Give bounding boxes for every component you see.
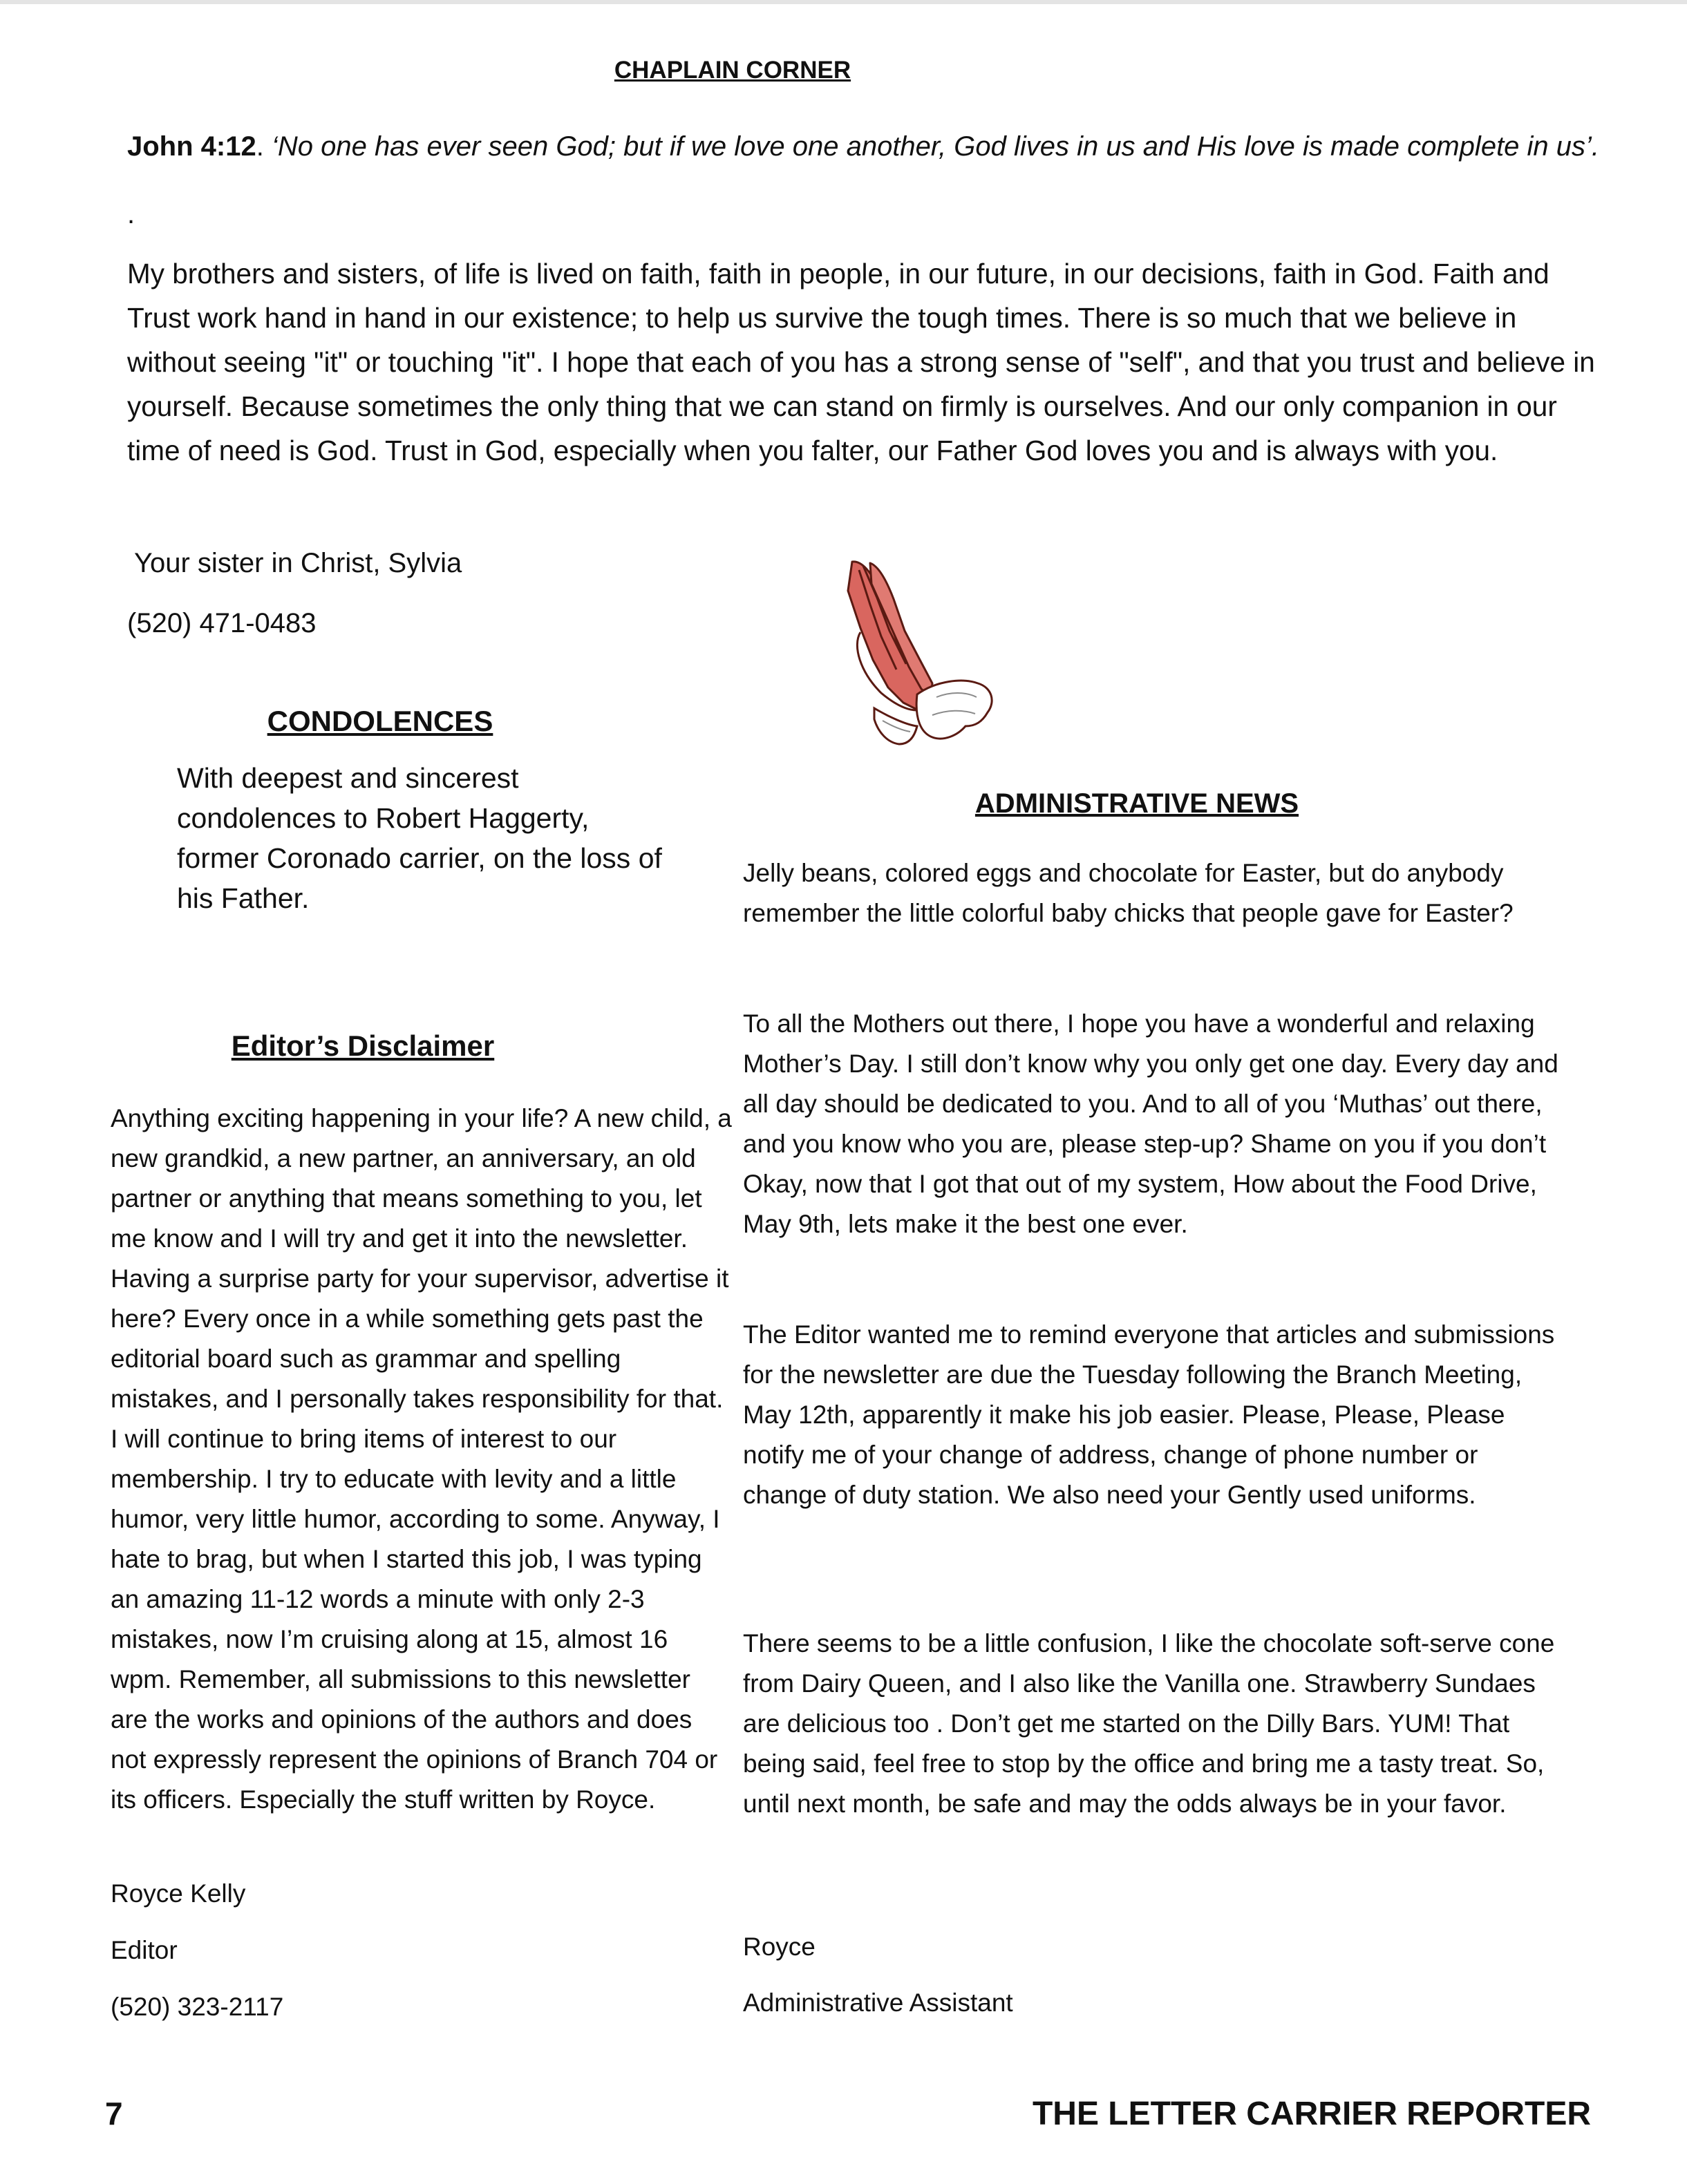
editors-disclaimer-body: Anything exciting happening in your life? A new child, a new grandkid, a new partner, an anniversary, an old partner or anything that means something to you, let me know and I will try and get it into the newsletter. Having a surprise party for your supervisor, advertise it here? Every once in a while something gets past the editorial board such as grammar and spelling mistakes, and I personally takes responsibility for that. I will continue to bring items of interest to our membership. I try to educate with levity and a little humor, very little humor, according to some. Anyway, I hate to brag, but when I started this job, I was typing an amazing 11-12 words a minute with only 2-3 mistakes, now I’m cruising along at 15, almost 16 wpm. Remember, all submissions to this newsletter are the works and opinions of the authors and does not expressly represent the opinions of Branch 704 or its officers. Especially the stuff written by Royce. xyxy=(111,1104,732,1814)
admin-paragraph-mothers-day: To all the Mothers out there, I hope you have a wonderful and relaxing Mother’s Day. I still don’t know why you only get one day. Every day and all day should be dedicated to you. And to all of you ‘Muthas’ out there, and you know who you are, please step-up? Shame on you if you don’t Okay, now that I got that out of my system, How about the Food Drive, May 9th, lets make it the best one ever. xyxy=(743,1009,1558,1238)
page-number: 7 xyxy=(105,2096,123,2131)
scripture-verse xyxy=(127,131,1620,162)
admin-paragraph-dairy-queen: There seems to be a little confusion, I like the chocolate soft-serve cone from Dairy Queen, and I also like the Vanilla one. Strawberry Sundaes are delicious too . Don’t get me started on the Dilly Bars. YUM! That being said, feel free to stop by the office and bring me a tasty treat. So, until next month, be safe and may the odds always be in your favor. xyxy=(743,1629,1555,1818)
chaplain-corner-title: CHAPLAIN CORNER xyxy=(614,57,851,84)
chaplain-phone: (520) 471-0483 xyxy=(127,608,317,638)
editor-role: Editor xyxy=(111,1936,178,1964)
publication-title: THE LETTER CARRIER REPORTER xyxy=(1032,2096,1591,2132)
verse-reference: John 4:12 xyxy=(127,131,256,162)
verse-separator: . xyxy=(256,131,272,162)
stray-dot: . xyxy=(127,199,135,229)
chaplain-signature: Your sister in Christ, Sylvia xyxy=(134,548,462,578)
admin-signature: Royce xyxy=(743,1933,816,1961)
admin-role: Administrative Assistant xyxy=(743,1988,1013,2017)
editor-phone: (520) 323-2117 xyxy=(111,1993,284,2021)
admin-paragraph-easter: Jelly beans, colored eggs and chocolate for Easter, but do anybody remember the little colorful baby chicks that people gave for Easter? xyxy=(743,859,1514,927)
praying-hands-icon xyxy=(840,556,1019,753)
condolences-title: CONDOLENCES xyxy=(267,705,493,737)
administrative-news-title: ADMINISTRATIVE NEWS xyxy=(974,788,1299,819)
editors-disclaimer-title: Editor’s Disclaimer xyxy=(231,1029,495,1062)
condolences-body: With deepest and sincerest condolences to Robert Haggerty, former Coronado carrier, on the loss of his Father. xyxy=(177,762,662,914)
editor-name: Royce Kelly xyxy=(111,1879,246,1908)
verse-text: ‘No one has ever seen God; but if we love one another, God lives in us and His love is made complete in us’. xyxy=(271,131,1600,162)
chaplain-message: My brothers and sisters, of life is lived on faith, faith in people, in our future, in our decisions, faith in God. Faith and Trust work hand in hand in our existence; to help us survive the tough times. There is so much that we believe in without seeing "it" or touching "it". I hope that each of you has a strong sense of "self", and that you trust and believe in yourself. Because sometimes the only thing that we can stand on firmly is ourselves. And our only companion in our time of need is God. Trust in God, especially when you falter, our Father God loves you and is always with you. xyxy=(127,258,1595,466)
page-top-border xyxy=(0,0,1687,4)
admin-paragraph-submissions: The Editor wanted me to remind everyone that articles and submissions for the newsletter are due the Tuesday following the Branch Meeting, May 12th, apparently it make his job easier. Please, Please, Please notify me of your change of address, change of phone number or change of duty station. We also need your Gently used uniforms. xyxy=(743,1320,1555,1509)
